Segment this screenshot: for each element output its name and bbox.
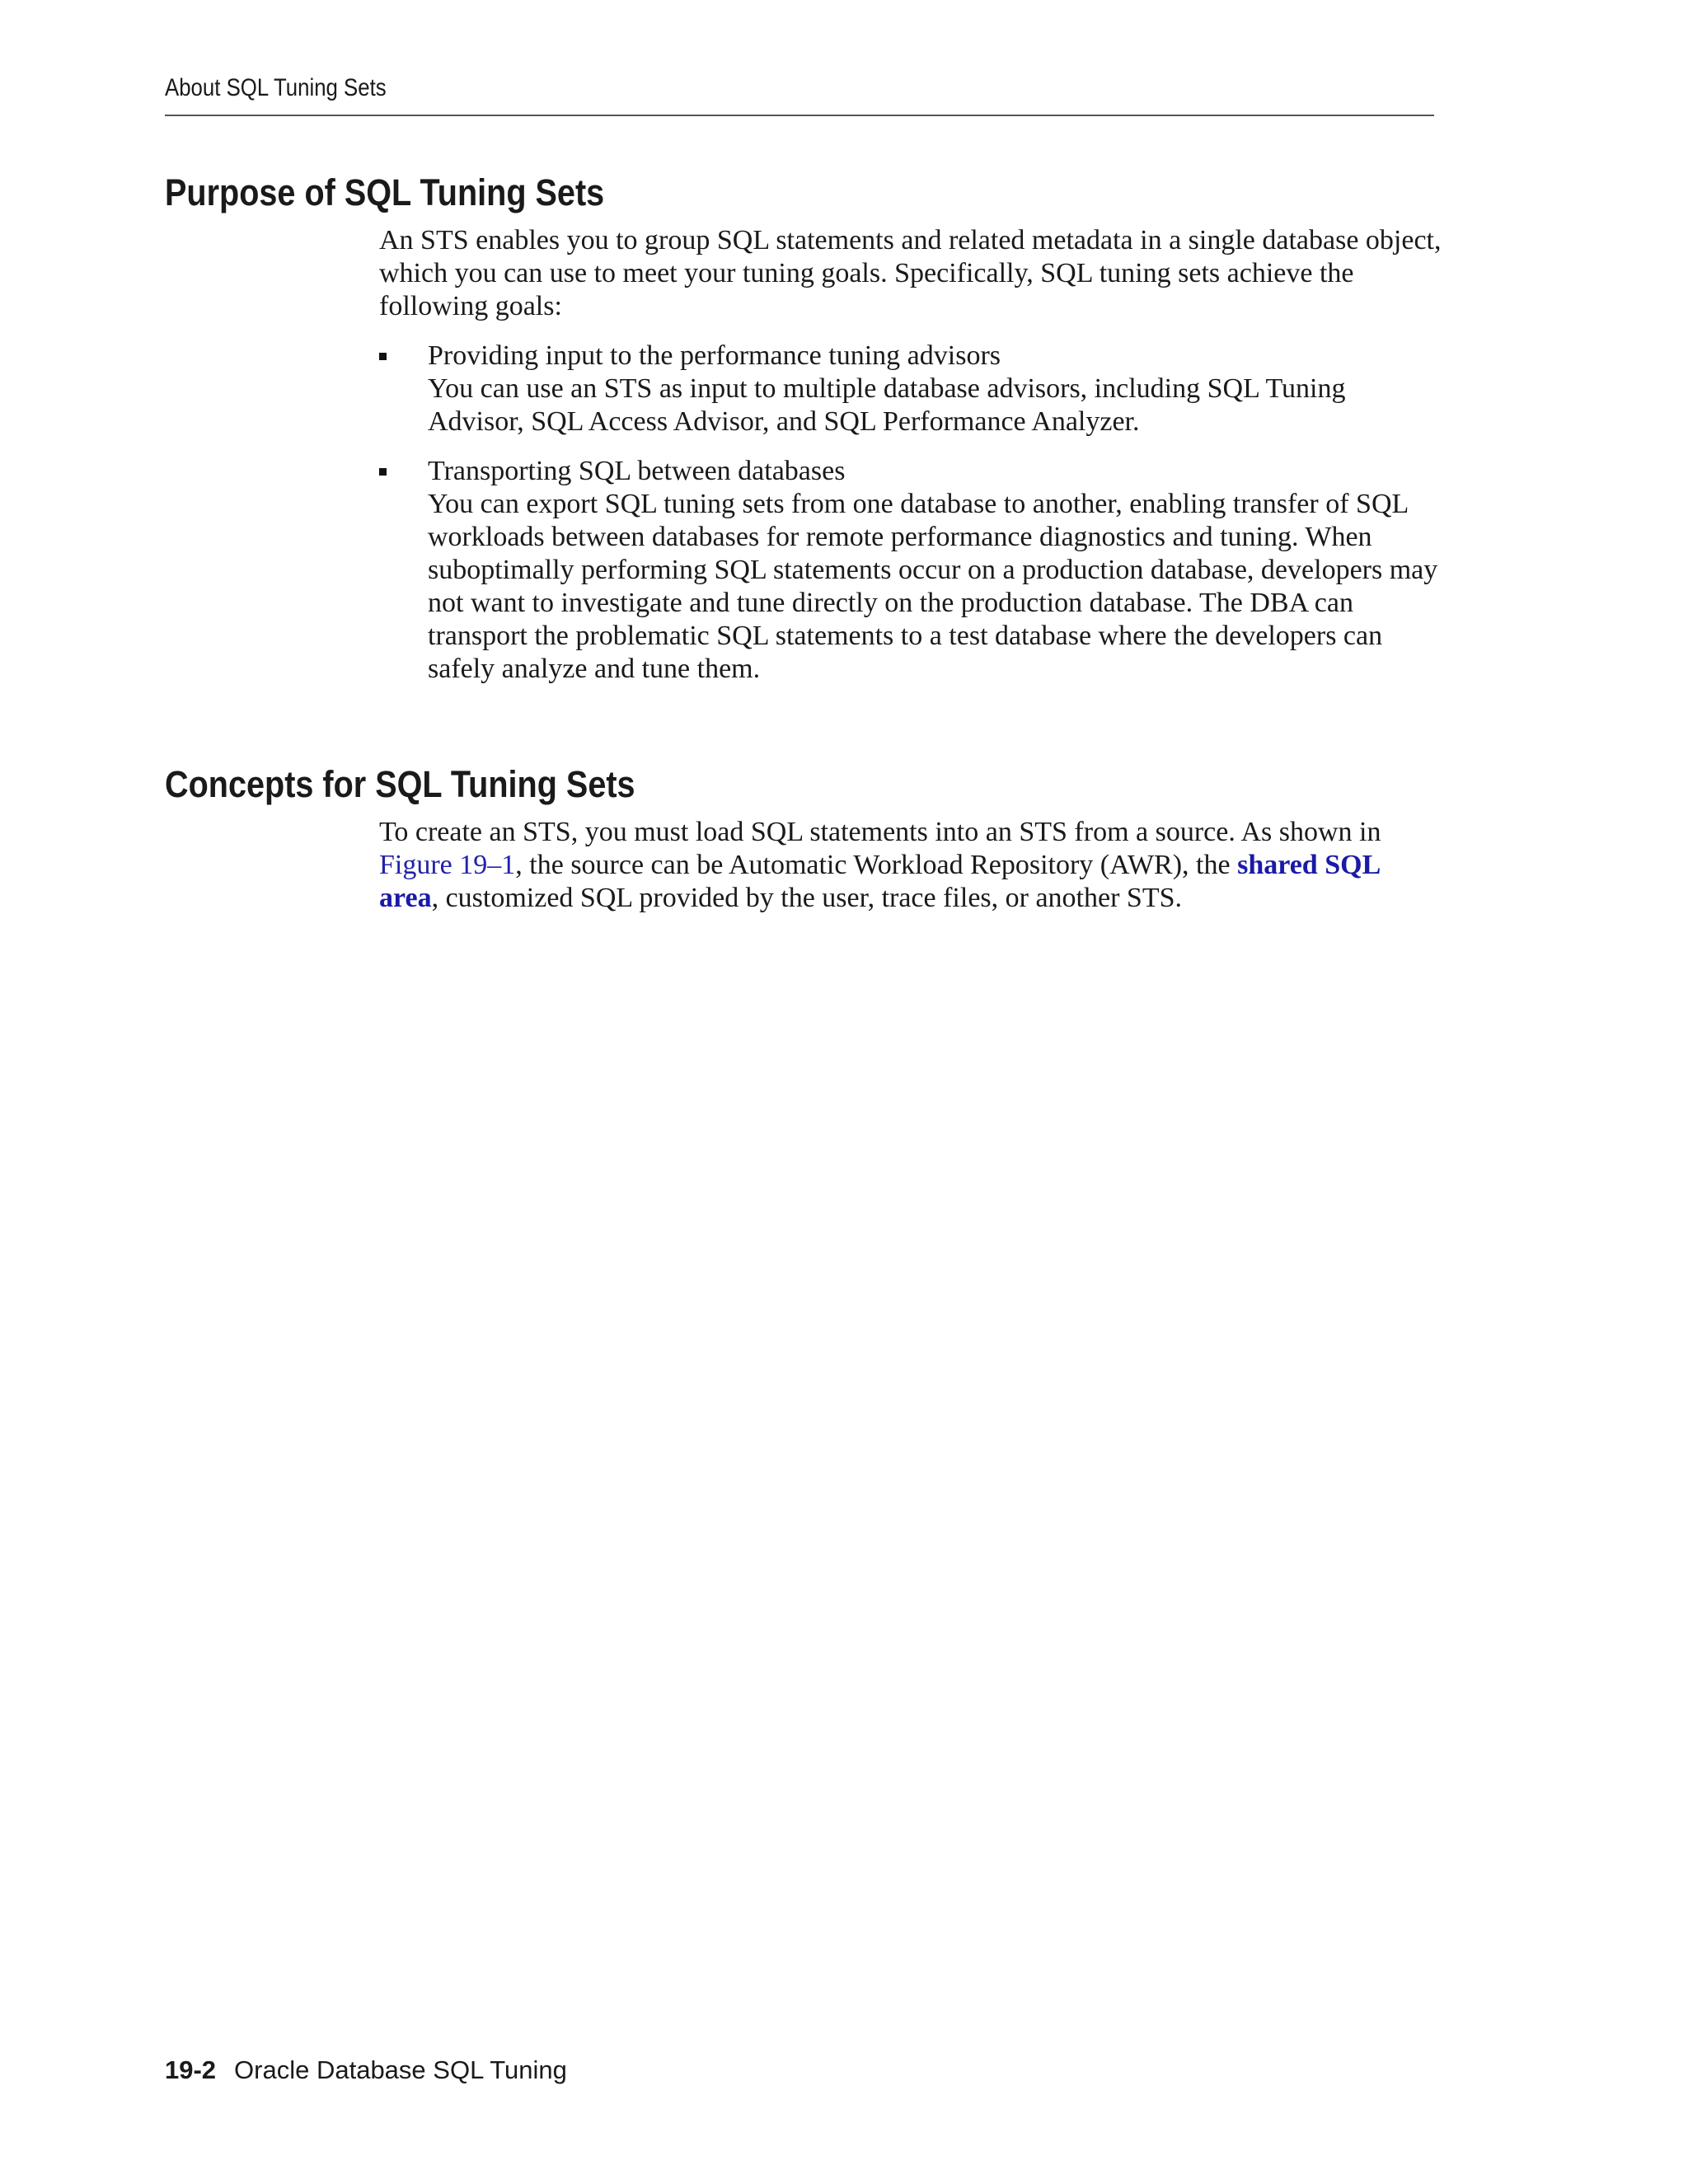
concepts-text-1: To create an STS, you must load SQL statements into an STS from a source. As shown in xyxy=(379,817,1381,847)
purpose-section-body xyxy=(379,224,1442,686)
list-item xyxy=(379,455,1442,686)
book-title: Oracle Database SQL Tuning xyxy=(234,2055,567,2084)
concepts-text-3: , customized SQL provided by the user, trace files, or another STS. xyxy=(431,883,1183,913)
section-heading-concepts: Concepts for SQL Tuning Sets xyxy=(165,763,635,805)
figure-19-1-link[interactable]: Figure 19–1 xyxy=(379,850,516,880)
purpose-intro-paragraph: An STS enables you to group SQL statements and related metadata in a single database object, which you can use to meet your tuning goals. Specifically, SQL tuning sets achieve the following goals: xyxy=(379,225,1442,321)
running-header: About SQL Tuning Sets xyxy=(165,74,387,101)
square-bullet-icon xyxy=(379,468,387,476)
square-bullet-icon xyxy=(379,353,387,360)
list-item xyxy=(379,340,1442,438)
section-heading-purpose: Purpose of SQL Tuning Sets xyxy=(165,171,605,213)
goals-list xyxy=(379,340,1442,686)
shared-sql-area-link[interactable]: shared SQL area xyxy=(379,850,1380,913)
concepts-text-2: , the source can be Automatic Workload Repository (AWR), the xyxy=(515,850,1238,880)
bullet-title: Providing input to the performance tuning advisors xyxy=(428,340,1001,371)
page-footer xyxy=(165,2055,567,2085)
header-rule xyxy=(165,115,1434,116)
concepts-section-body xyxy=(379,816,1442,915)
bullet-description: You can export SQL tuning sets from one database to another, enabling transfer of SQL workloads between databases for remote performance diagnostics and tuning. When suboptimally performing SQL statements occur on a production database, developers may not want to investigate and tune directly on the production database. The DBA can transport the problematic SQL statements to a test database where the developers can safely analyze and tune them. xyxy=(428,489,1438,684)
bullet-description: You can use an STS as input to multiple database advisors, including SQL Tuning Advisor, SQL Access Advisor, and SQL Performance Analyzer. xyxy=(428,373,1346,437)
bullet-title: Transporting SQL between databases xyxy=(428,456,846,486)
page-number: 19-2 xyxy=(165,2055,217,2084)
concepts-paragraph xyxy=(379,816,1442,915)
